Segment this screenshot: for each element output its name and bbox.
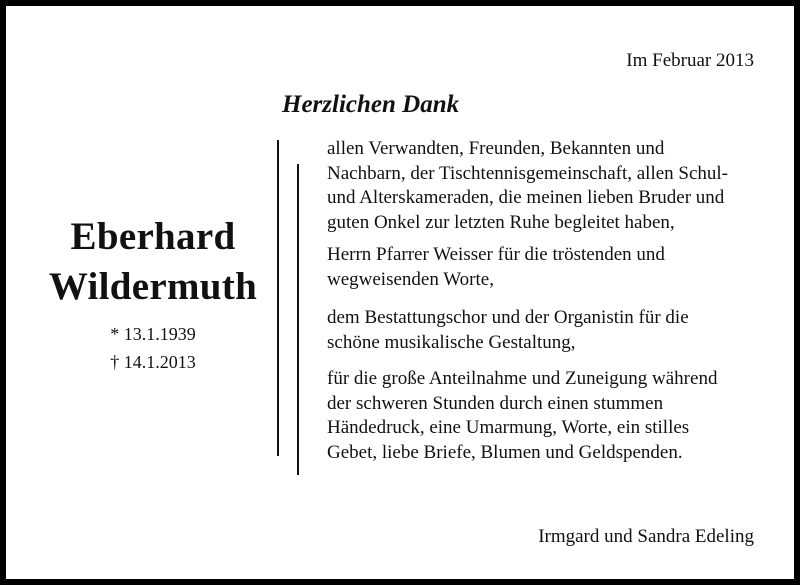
birth-date: * 13.1.1939: [110, 324, 196, 344]
divider-line-right: [297, 164, 299, 475]
thanks-paragraph: [327, 306, 777, 355]
text-line: Händedruck, eine Umarmung, Worte, ein stilles: [327, 417, 690, 438]
text-line: dem Bestattungschor und der Organistin für die: [327, 307, 689, 328]
deceased-name: [26, 212, 280, 312]
text-line: Nachbarn, der Tischtennisgemeinschaft, allen Schul-: [327, 162, 729, 184]
death-date: † 14.1.2013: [110, 352, 196, 372]
text-line: für die große Anteilnahme und Zuneigung während: [327, 368, 718, 389]
deceased-first-name: Eberhard: [70, 215, 236, 258]
text-line: und Alterskameraden, die meinen lieben Bruder und: [327, 187, 725, 208]
text-line: der schweren Stunden durch einen stummen: [327, 392, 664, 414]
text-line: Herrn Pfarrer Weisser für die tröstenden und: [327, 244, 665, 265]
thanks-paragraph: [327, 243, 777, 292]
notice-title: Herzlichen Dank: [282, 91, 460, 118]
text-line: wegweisenden Worte,: [327, 268, 494, 290]
text-line: allen Verwandten, Freunden, Bekannten und: [327, 138, 665, 159]
deceased-last-name: Wildermuth: [48, 265, 258, 308]
thanks-paragraph: [327, 367, 777, 465]
notice-date: Im Februar 2013: [626, 50, 754, 71]
divider-line-left: [277, 140, 279, 456]
signature: Irmgard und Sandra Edeling: [538, 526, 754, 547]
thanks-paragraph: [327, 137, 777, 235]
life-dates: [26, 320, 280, 376]
text-line: Gebet, liebe Briefe, Blumen und Geldspenden.: [327, 441, 683, 463]
thanks-text: [327, 137, 777, 473]
text-line: schöne musikalische Gestaltung,: [327, 331, 576, 353]
text-line: guten Onkel zur letzten Ruhe begleitet haben,: [327, 211, 675, 233]
